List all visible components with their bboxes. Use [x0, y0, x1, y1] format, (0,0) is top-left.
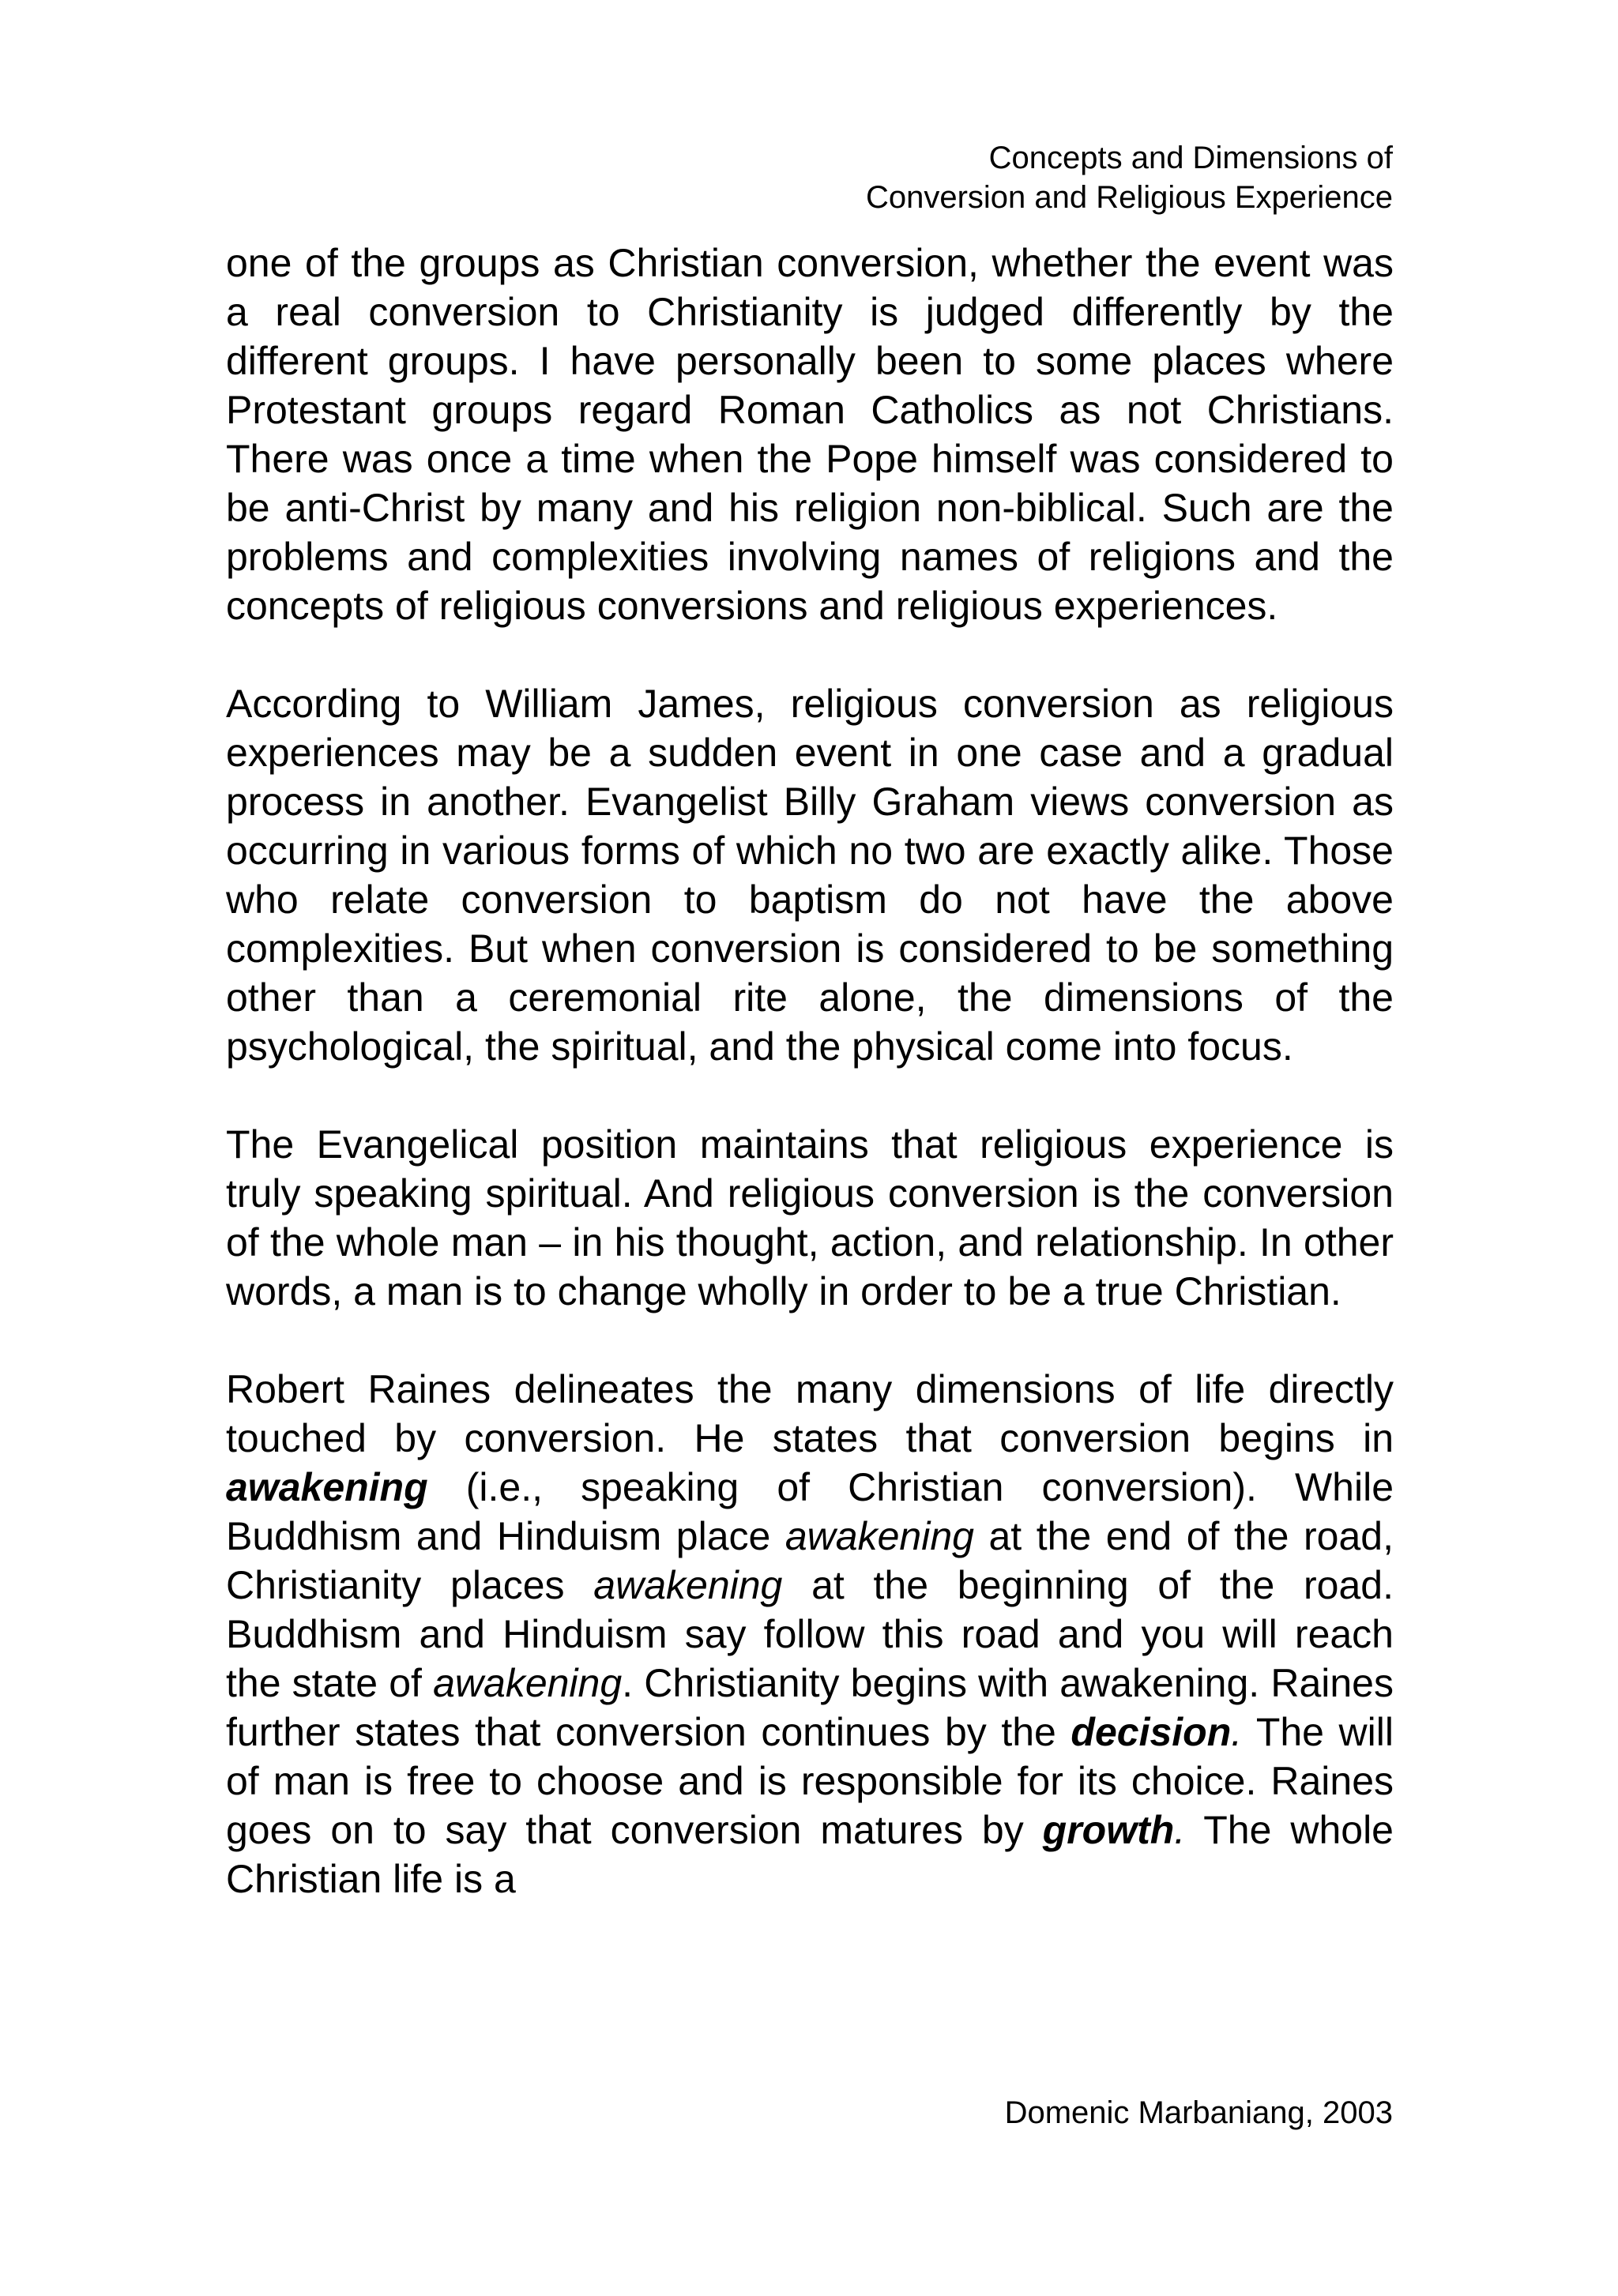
p4-text-2: (i.e., speaking of Christian conversion). While Buddhism and Hinduism place — [226, 1465, 1394, 1558]
paragraph-2: According to William James, religious conversion as religious experiences may be a sudden event in one case and a gradual process in another. Evangelist Billy Graham views conversion as occurring in various forms of which no two are exactly alike. Those who relate conversion to baptism do not have the above complexities. But when conversion is considered to be something other than a ceremonial rite alone, the dimensions of the psychological, the spiritual, and the physical come into focus. — [226, 682, 1394, 1069]
page-body — [226, 239, 1394, 1903]
p4-growth-period: . — [1174, 1808, 1186, 1852]
p4-italic-awakening-2: awakening — [593, 1563, 783, 1607]
p4-text-3: at the end of the road, Christianity places — [226, 1514, 1394, 1607]
paragraph-4 — [226, 1365, 1394, 1903]
p4-text-6: The will of man is free to choose and is responsible for its choice. Raines goes on to say that conversion matures by — [226, 1710, 1394, 1852]
running-header — [866, 138, 1393, 217]
paragraph-1: one of the groups as Christian conversion, whether the event was a real conversion to Christianity is judged differently by the different groups. I have personally been to some places where Protestant groups regard Roman Catholics as not Christians. There was once a time when the Pope himself was considered to be anti-Christ by many and his religion non-biblical. Such are the problems and complexities involving names of religions and the concepts of religious conversions and religious experiences. — [226, 241, 1394, 628]
p4-emphasis-growth: growth — [1042, 1808, 1175, 1852]
p4-text-7: The whole Christian life is a — [226, 1808, 1394, 1901]
header-line-2: Conversion and Religious Experience — [865, 180, 1393, 215]
p4-text-4: at the beginning of the road. Buddhism and Hinduism say follow this road and you will reach the state of — [226, 1563, 1394, 1705]
p4-text-1: Robert Raines delineates the many dimensions of life directly touched by conversion. He states that conversion begins in — [226, 1367, 1394, 1460]
p4-italic-awakening-3: awakening — [433, 1661, 623, 1705]
p4-emphasis-decision: decision — [1071, 1710, 1232, 1754]
p4-decision-period: . — [1231, 1710, 1243, 1754]
header-line-1: Concepts and Dimensions of — [988, 141, 1393, 175]
page-footer: Domenic Marbaniang, 2003 — [1004, 2095, 1393, 2130]
p4-text-5: . Christianity begins with awakening. Raines further states that conversion continues by the — [226, 1661, 1394, 1754]
p4-italic-awakening-1: awakening — [785, 1514, 974, 1558]
paragraph-3: The Evangelical position maintains that religious experience is truly speaking spiritual. And religious conversion is the conversion of the whole man – in his thought, action, and relationship. In other words, a man is to change wholly in order to be a true Christian. — [226, 1122, 1394, 1313]
p4-emphasis-awakening: awakening — [226, 1465, 428, 1509]
